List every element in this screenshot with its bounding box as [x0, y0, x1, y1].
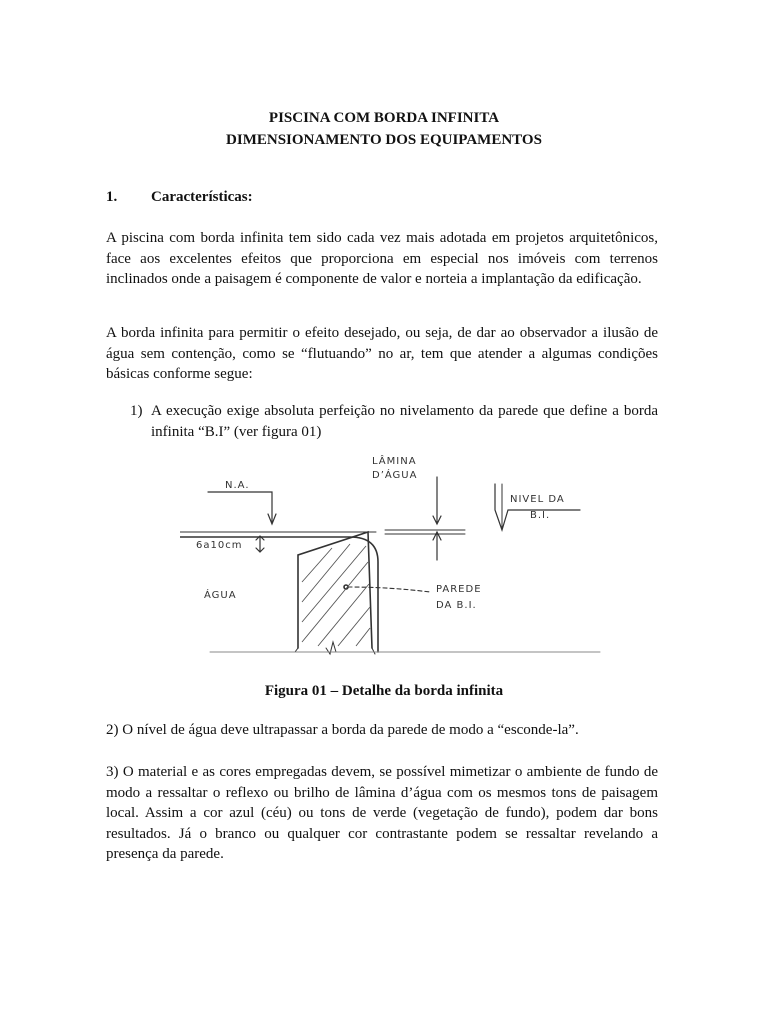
lamina-arrow-down: [433, 477, 441, 524]
figure-caption: Figura 01 – Detalhe da borda infinita: [264, 683, 504, 699]
paragraph-water-level: 2) O nível de água deve ultrapassar a borda da parede de modo a “esconde-la”.: [106, 722, 579, 738]
list-item-number: 1): [130, 403, 143, 419]
paragraph-conditions: A borda infinita para permitir o efeito desejado, ou seja, de dar ao observador a ilusão de água sem contenção, como se “flutuando” no ar, tem que atender a algumas condições básicas conforme segue:: [106, 325, 658, 382]
paragraph-intro: A piscina com borda infinita tem sido cada vez mais adotada em projetos arquitetônicos, face aos excelentes efeitos que proporciona em especial nos imóveis com terrenos inclinados onde a paisagem é componente de valor e norteia a implantação da edificação.: [106, 230, 658, 287]
document-subtitle: DIMENSIONAMENTO DOS EQUIPAMENTOS: [226, 132, 542, 148]
label-agua: ÁGUA: [204, 590, 237, 601]
label-gap: 6a10cm: [196, 540, 243, 551]
na-leader: [208, 492, 272, 522]
label-lamina-1: LÂMINA: [372, 456, 417, 467]
nivel-marker: [495, 484, 580, 530]
paragraph-materials: 3) O material e as cores empregadas devem, se possível mimetizar o ambiente de fundo de modo a ressaltar o reflexo ou brilho de lâmina d’água com os mesmos tons de paisagem local. Assim a cor azul (céu) ou tons de verde (vegetação de fundo), podem dar bons resultados. Já o branco ou qualquer cor contrastante podem se ressaltar revelando a presença da parede.: [106, 764, 658, 862]
document-title: PISCINA COM BORDA INFINITA: [268, 110, 500, 126]
label-parede-2: DA B.I.: [436, 600, 477, 611]
figure-borda-infinita: [180, 452, 620, 677]
label-nivel-1: NIVEL DA: [510, 494, 565, 505]
section-number: 1.: [106, 189, 118, 205]
wall-hatching: [302, 544, 370, 646]
list-item-text: A execução exige absoluta perfeição no nivelamento da parede que define a borda infinita “B.I” (ver figura 01): [151, 403, 658, 440]
parede-leader: [348, 587, 430, 592]
lamina-arrow-up: [433, 532, 441, 560]
label-lamina-2: D’ÁGUA: [372, 470, 418, 481]
section-title: Características:: [151, 189, 253, 205]
section-heading: [106, 189, 253, 206]
list-item: [130, 401, 658, 443]
wall-outline: [298, 532, 372, 648]
gap-arrow: [256, 536, 264, 552]
label-na: N.A.: [225, 480, 250, 491]
label-parede-1: PAREDE: [436, 584, 482, 595]
figure-sketch: [180, 452, 620, 677]
label-nivel-2: B.I.: [530, 510, 551, 521]
